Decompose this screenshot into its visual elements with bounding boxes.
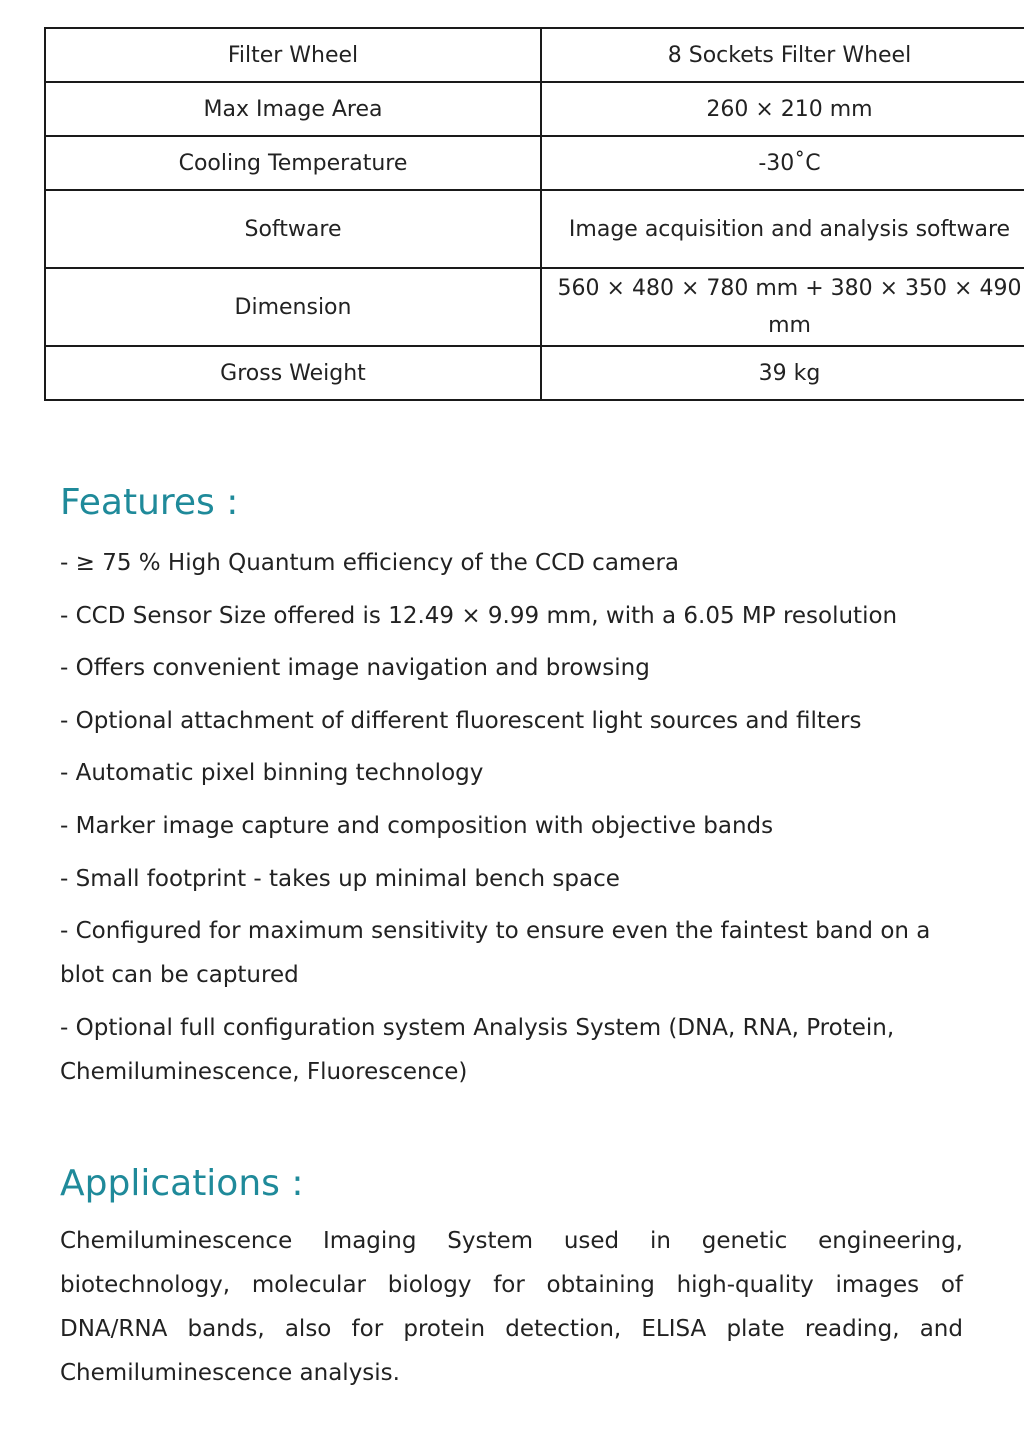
feature-item: - CCD Sensor Size offered is 12.49 × 9.99 mm, with a 6.05 MP resolution <box>60 602 898 629</box>
spec-label: Gross Weight <box>45 346 541 400</box>
features-list <box>60 541 964 1102</box>
feature-item: - Marker image capture and composition with objective bands <box>60 812 774 839</box>
applications-heading: Applications : <box>60 1163 304 1204</box>
spec-row-dimension <box>45 268 1024 346</box>
spec-label: Cooling Temperature <box>45 136 541 190</box>
spec-value: 39 kg <box>541 346 1024 400</box>
feature-item: - Optional attachment of different fluorescent light sources and filters <box>60 707 862 734</box>
features-heading: Features : <box>60 482 239 523</box>
spec-label: Filter Wheel <box>45 28 541 82</box>
spec-row-software <box>45 190 1024 268</box>
spec-value: 8 Sockets Filter Wheel <box>541 28 1024 82</box>
spec-value: 260 × 210 mm <box>541 82 1024 136</box>
spec-label: Software <box>45 190 541 268</box>
feature-item: - ≥ 75 % High Quantum efficiency of the CCD camera <box>60 550 680 576</box>
spec-row-cooling-temperature <box>45 136 1024 190</box>
spec-value: Image acquisition and analysis software <box>541 190 1024 268</box>
specifications-table <box>44 27 1024 401</box>
spec-row-gross-weight <box>45 346 1024 400</box>
spec-label: Max Image Area <box>45 82 541 136</box>
spec-row-max-image-area <box>45 82 1024 136</box>
spec-row-filter-wheel <box>45 28 1024 82</box>
feature-item: - Small footprint - takes up minimal bench space <box>60 865 620 892</box>
spec-value: 560 × 480 × 780 mm + 380 × 350 × 490 mm <box>541 268 1024 346</box>
feature-item: - Automatic pixel binning technology <box>60 760 484 787</box>
feature-item: - Offers convenient image navigation and browsing <box>60 655 650 682</box>
spec-value: -30˚C <box>541 136 1024 190</box>
feature-item: - Optional full configuration system Analysis System (DNA, RNA, Protein, Chemiluminescence, Fluorescence) <box>60 1014 895 1085</box>
feature-item: - Configured for maximum sensitivity to ensure even the faintest band on a blot can be captured <box>60 918 931 989</box>
applications-paragraph: Chemiluminescence Imaging System used in genetic engineering, biotechnology, molecular biology for obtaining high-quality images of DNA/RNA bands, also for protein detection, ELISA plate reading, and Chemiluminescence analysis. <box>60 1228 963 1386</box>
spec-label: Dimension <box>45 268 541 346</box>
